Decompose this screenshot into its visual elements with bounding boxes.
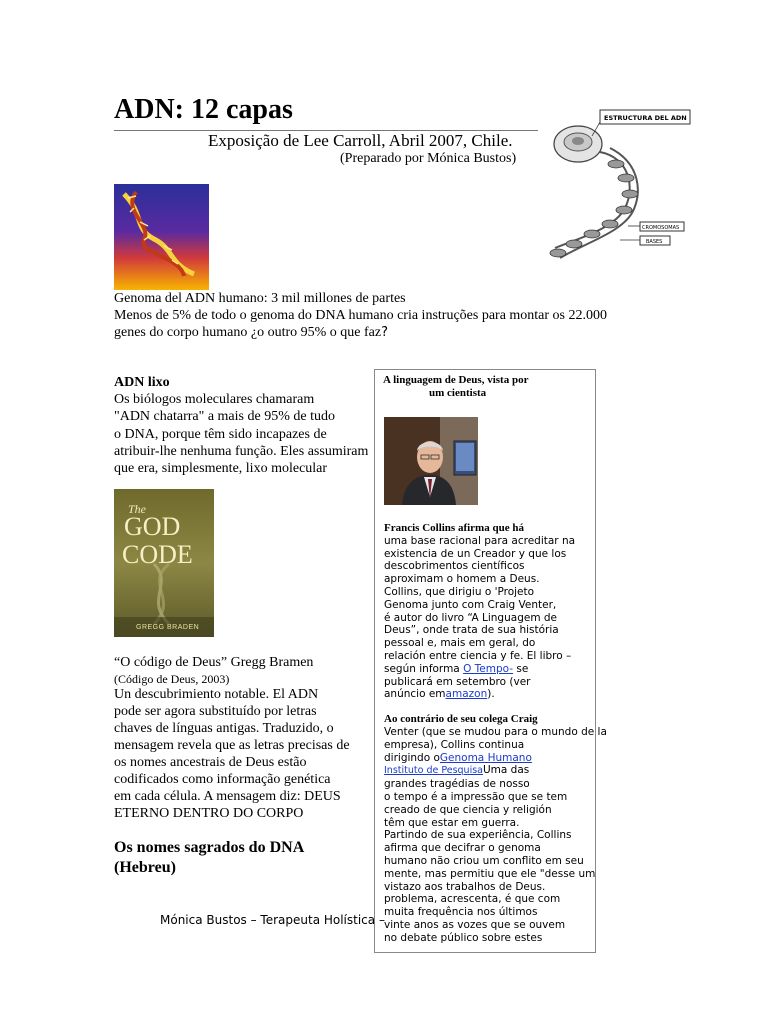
discovery-line: Un descubrimiento notable. El ADN [114,687,319,702]
book-title-top: The [128,502,146,516]
sidebar-line: aproximam o homem a Deus. [384,573,540,586]
discovery-line: mensagem revela que as letras precisas de [114,738,350,753]
sidebar-line-with-link [384,663,606,676]
sidebar-line-text: dirigindo o [384,751,440,764]
sidebar-line: uma base racional para acreditar na [384,534,576,547]
sidebar-heading-line-2: um cientista [429,387,487,399]
adn-lixo-section [114,374,376,477]
sidebar-p1-heading: Francis Collins afirma que há [384,522,524,534]
prepared-by: (Preparado por Mónica Bustos) [340,151,517,166]
sidebar-line-with-link [384,752,606,765]
discovery-paragraph [114,686,368,822]
sidebar-box [374,369,607,953]
sidebar-line: Venter (que se mudou para o mundo de la [384,725,607,738]
book-author: GREGG BRADEN [136,624,200,631]
sidebar-line: Deus”, onde trata de sua história [384,624,559,637]
sidebar-p2-heading: Ao contrário de seu colega Craig [384,713,538,726]
sidebar-line: Genoma junto com Craig Venter, [384,598,557,611]
dna-structure-diagram [540,108,692,264]
page-title: ADN: 12 capas [114,94,293,125]
sidebar-heading [383,374,583,400]
sidebar-line-text: Uma das [482,764,530,777]
discovery-line: os nomes ancestrais de Deus estão [114,755,307,770]
diagram-label-top: ESTRUCTURA DEL ADN [604,114,687,122]
discovery-line: pode ser agora substituído por letras [114,704,317,719]
adn-lixo-line: Os biólogos moleculares chamaram [114,392,315,408]
genome-paragraph [114,290,654,341]
sidebar-line: pessoal e, mais em geral, do [384,637,536,650]
instituto-pesquisa-link[interactable]: Instituto de Pesquisa [384,765,483,777]
sidebar-line-with-link [384,764,606,778]
sidebar-line: mente, mas permitiu que ele "desse um [384,867,596,880]
sidebar-line: creado de que ciencia y religión [384,803,552,816]
sidebar-line: problema, acrescenta, é que com [384,893,561,906]
genoma-humano-link[interactable]: Genoma Humano [439,751,532,764]
sidebar-line: publicará em setembro (ver [384,675,531,688]
adn-lixo-line: que era, simplesmente, lixo molecular [114,461,328,477]
book-caption [114,654,374,688]
discovery-line: chaves de línguas antigas. Traduzido, o [114,721,334,736]
sidebar-line-text: según informa [384,662,464,675]
sacred-names-heading [114,838,364,878]
page-footer: Mónica Bustos – Terapeuta Holística – [160,913,385,927]
sidebar-heading-line-1: A linguagem de Deus, vista por [383,374,529,386]
sidebar-text [384,522,606,945]
genome-line-1: Genoma del ADN humano: 3 mil millones de partes [114,291,406,306]
sidebar-line: Partindo de sua experiência, Collins [384,829,572,842]
sidebar-line: vistazo aos trabalhos de Deus. [384,880,546,893]
book-title-word2: CODE [122,540,193,569]
sidebar-spacer [384,701,606,713]
sidebar-line: o tempo é a impressão que se tem [384,790,568,803]
diagram-label-bottom: BASES [646,239,663,245]
diagram-label-mid: CROMOSOMAS [642,225,680,231]
sidebar-line-text: ). [487,688,495,701]
amazon-link[interactable]: amazon [445,688,488,701]
adn-lixo-line: o DNA, porque têm sido incapazes de [114,426,327,442]
sidebar-line: relación entre ciencia y fe. El libro – [384,649,572,662]
sacred-names-title: Os nomes sagrados do DNA [114,839,305,856]
sidebar-line: Collins, que dirigiu o 'Projeto [384,585,535,598]
book-caption-title: “O código de Deus” Gregg Bramen [114,655,314,670]
discovery-line: em cada célula. A mensagem diz: DEUS [114,789,341,804]
adn-lixo-line: "ADN chatarra" a mais de 95% de tudo [114,409,335,425]
sidebar-line: é autor do livro “A Linguagem de [384,611,558,624]
sidebar-line: grandes tragédias de nosso [384,778,530,791]
sidebar-line: muita frequência nos últimos [384,906,538,919]
sidebar-line-text: se [513,662,529,675]
sidebar-line: humano não criou um conflito em seu [384,854,584,867]
sidebar-line-with-link [384,688,606,701]
god-code-book-cover [114,489,214,637]
genome-line-3-mark: ? [381,325,388,340]
sidebar-line: empresa), Collins continua [384,738,525,751]
sidebar-line: existencia de un Creador y que los [384,547,567,560]
sidebar-line: afirma que decifrar o genoma [384,842,541,855]
sidebar-line: têm que estar em guerra. [384,816,520,829]
francis-collins-photo [384,417,478,505]
sidebar-line: descobrimentos científicos [384,560,525,573]
subtitle: Exposição de Lee Carroll, Abril 2007, Chile. [208,131,513,150]
sidebar-line: no debate público sobre estes [384,931,543,944]
adn-lixo-heading: ADN lixo [114,375,170,390]
book-caption-subtitle: (Código de Deus, 2003) [114,672,230,686]
sidebar-line: vinte anos as vozes que se ouvem [384,918,566,931]
o-tempo-link[interactable]: O Tempo- [463,662,514,675]
sacred-names-subtitle: (Hebreu) [114,859,176,876]
genome-line-3-text: genes do corpo humano ¿o outro 95% o que faz [114,325,382,340]
sidebar-line-text: anúncio em [384,688,446,701]
discovery-line: ETERNO DENTRO DO CORPO [114,806,304,821]
genome-line-3 [114,324,654,341]
book-title-word1: GOD [124,512,181,541]
dna-helix-image [114,184,209,290]
discovery-line: codificados como informação genética [114,772,331,787]
genome-line-2: Menos de 5% de todo o genoma do DNA humano cria instruções para montar os 22.000 [114,308,608,323]
adn-lixo-line: atribuir-lhe nenhuma função. Eles assumiram [114,443,369,459]
